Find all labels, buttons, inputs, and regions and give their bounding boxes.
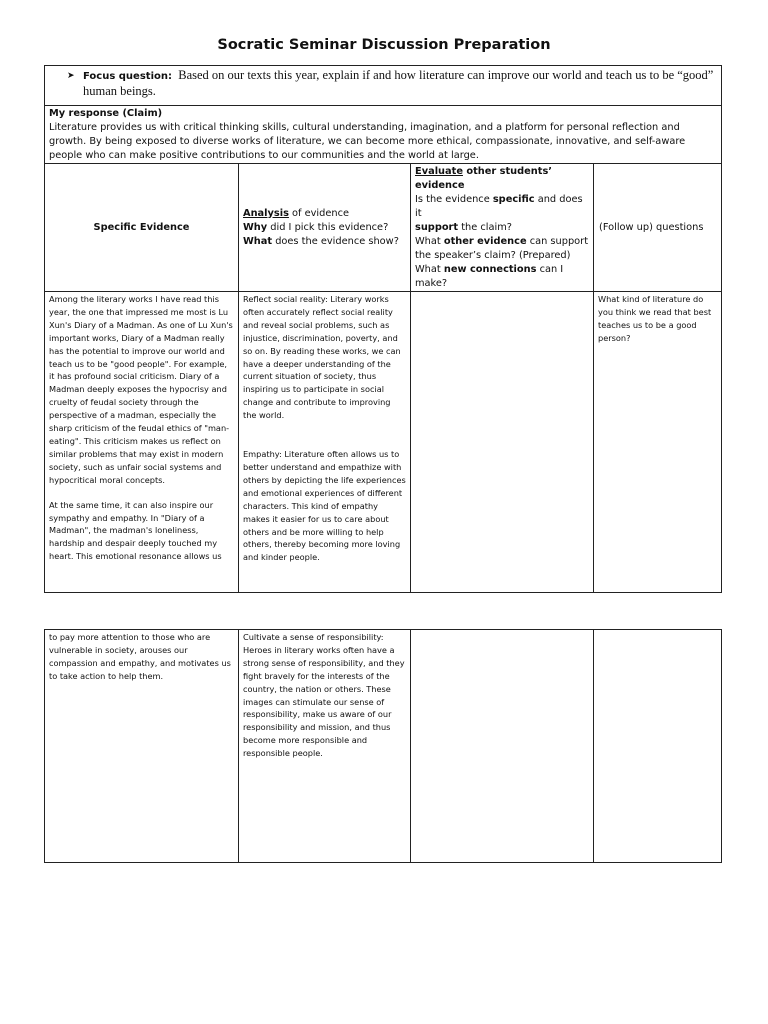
evidence-cell: to pay more attention to those who are vulnerable in society, arouses our compassion and empathy, and motivates us to take action to help them. (45, 630, 239, 863)
evidence-row (45, 630, 722, 863)
focus-label: Focus question: (83, 71, 172, 82)
header-followup: (Follow up) questions (594, 164, 722, 292)
analysis-cell: Cultivate a sense of responsibility: Heroes in literary works often have a strong sense of responsibility, and they fight bravely for the interests of the country, the nation or others. These images can stimulate our sense of responsibility, make us aware of our responsibility and mission, and thus become more responsible and responsible people. (239, 630, 411, 863)
header-analysis: Analysis of evidence Why did I pick this evidence? What does the evidence show? (239, 164, 411, 292)
header-evidence: Specific Evidence (45, 164, 239, 292)
evidence-paragraph: Among the literary works I have read this year, the one that impressed me most is Lu Xun's Diary of a Madman. As one of Lu Xun's important works, Diary of a Madman really has the potential to improve our world and teach us to be "good people". For example, it has profound social criticism. Diary of a Madman deeply exposes the hypocrisy and cruelty of feudal society through the perspective of a madman, especially the sharp criticism of the feudal ethics of "man-eating". This criticism makes us reflect on similar problems that may exist in modern society, such as unfair social systems and hypocritical moral concepts. (49, 294, 233, 485)
prep-table (44, 65, 722, 593)
page-title: Socratic Seminar Discussion Preparation (217, 37, 551, 53)
analysis-paragraph: Empathy: Literature often allows us to better understand and empathize with others by depicting the life experiences and emotional experiences of different characters. This kind of empathy makes it easier for us to care about others and be more willing to help others, thereby becoming more loving and kinder people. (243, 449, 406, 563)
focus-row (45, 66, 722, 106)
focus-question: Based on our texts this year, explain if and how literature can improve our world and teach us to be “good” human beings. (83, 68, 714, 98)
prep-table-continued (44, 629, 722, 863)
response-text: Literature provides us with critical thinking skills, cultural understanding, imagination, and a platform for personal reflection and growth. By being exposed to diverse works of literature, we can become more ethical, compassionate, innovative, and self-aware people who can make positive contributions to our communities and the world at large. (49, 122, 686, 161)
followup-cell (594, 630, 722, 863)
evidence-cell (45, 292, 239, 593)
evidence-row (45, 292, 722, 593)
evaluate-cell (411, 630, 594, 863)
response-row (45, 106, 722, 164)
header-row (45, 164, 722, 292)
header-evaluate: Evaluate other students’ evidence Is the evidence specific and does it support the claim? What other evidence can support the speaker’s claim? (Prepared) What new connections can I make? (411, 164, 594, 292)
response-title: My response (Claim) (49, 108, 163, 119)
evaluate-cell (411, 292, 594, 593)
followup-cell: What kind of literature do you think we read that best teaches us to be a good person? (594, 292, 722, 593)
analysis-paragraph: Reflect social reality: Literary works often accurately reflect social reality and reveal social problems, such as injustice, discrimination, poverty, and so on. By reading these works, we can have a deeper understanding of the current situation of society, thus inspiring us to participate in social change and contribute to improving the world. (243, 294, 401, 421)
evidence-paragraph: At the same time, it can also inspire our sympathy and empathy. In "Diary of a Madman", the madman's loneliness, hardship and despair deeply touched my heart. This emotional resonance allows us (49, 499, 222, 562)
arrow-bullet-icon: ➤ (67, 70, 75, 80)
analysis-cell (239, 292, 411, 593)
